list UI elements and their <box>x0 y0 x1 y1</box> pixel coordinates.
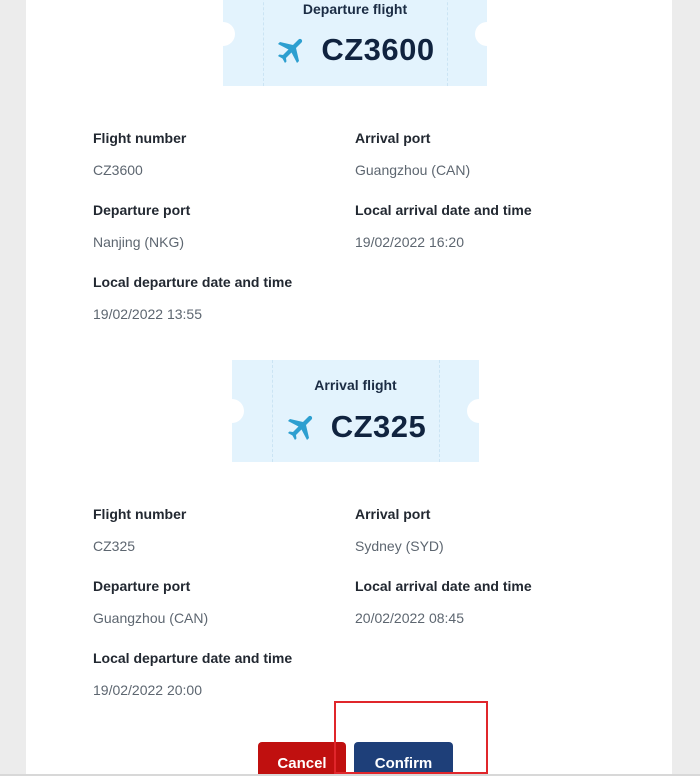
field-label: Local departure date and time <box>93 650 293 666</box>
field-value: 19/02/2022 16:20 <box>355 234 464 250</box>
arrival-arrival-port-field <box>355 504 444 556</box>
arrival-flight-title: Arrival flight <box>314 377 397 393</box>
departure-departure-datetime-field <box>93 272 292 324</box>
field-value: 19/02/2022 13:55 <box>93 306 202 322</box>
arrival-flight-code: CZ325 <box>330 409 427 444</box>
flight-details-page <box>26 0 672 776</box>
field-label: Local arrival date and time <box>355 202 532 218</box>
departure-flight-number-field <box>93 128 186 180</box>
field-label: Departure port <box>93 578 191 594</box>
departure-flight-title: Departure flight <box>302 1 408 17</box>
departure-flight-code: CZ3600 <box>321 32 435 67</box>
arrival-departure-datetime-field <box>93 648 292 700</box>
field-value: CZ3600 <box>93 162 143 178</box>
departure-flight-ticket <box>223 0 487 86</box>
field-value: CZ325 <box>93 538 136 554</box>
field-label: Flight number <box>93 130 187 146</box>
arrival-flight-ticket <box>232 360 479 462</box>
departure-flight-code-row <box>223 28 487 72</box>
departure-arrival-datetime-field <box>355 200 532 252</box>
field-label: Flight number <box>93 506 187 522</box>
arrival-arrival-datetime-field <box>355 576 532 628</box>
departure-arrival-port-field <box>355 128 470 180</box>
arrival-flight-number-field <box>93 504 186 556</box>
field-value: Sydney (SYD) <box>355 538 444 554</box>
field-label: Arrival port <box>355 506 431 522</box>
field-value: 20/02/2022 08:45 <box>355 610 464 626</box>
field-value: Nanjing (NKG) <box>93 234 185 250</box>
confirm-button[interactable]: Confirm <box>354 742 453 776</box>
airplane-icon <box>285 410 319 444</box>
field-value: Guangzhou (CAN) <box>93 610 209 626</box>
airplane-icon <box>275 33 309 67</box>
field-label: Local arrival date and time <box>355 578 532 594</box>
field-label: Arrival port <box>355 130 431 146</box>
cancel-button[interactable]: Cancel <box>258 742 346 776</box>
field-value: 19/02/2022 20:00 <box>93 682 202 698</box>
arrival-departure-port-field <box>93 576 208 628</box>
field-label: Departure port <box>93 202 191 218</box>
field-value: Guangzhou (CAN) <box>355 162 471 178</box>
field-label: Local departure date and time <box>93 274 293 290</box>
departure-departure-port-field <box>93 200 190 252</box>
arrival-flight-code-row <box>232 405 479 449</box>
